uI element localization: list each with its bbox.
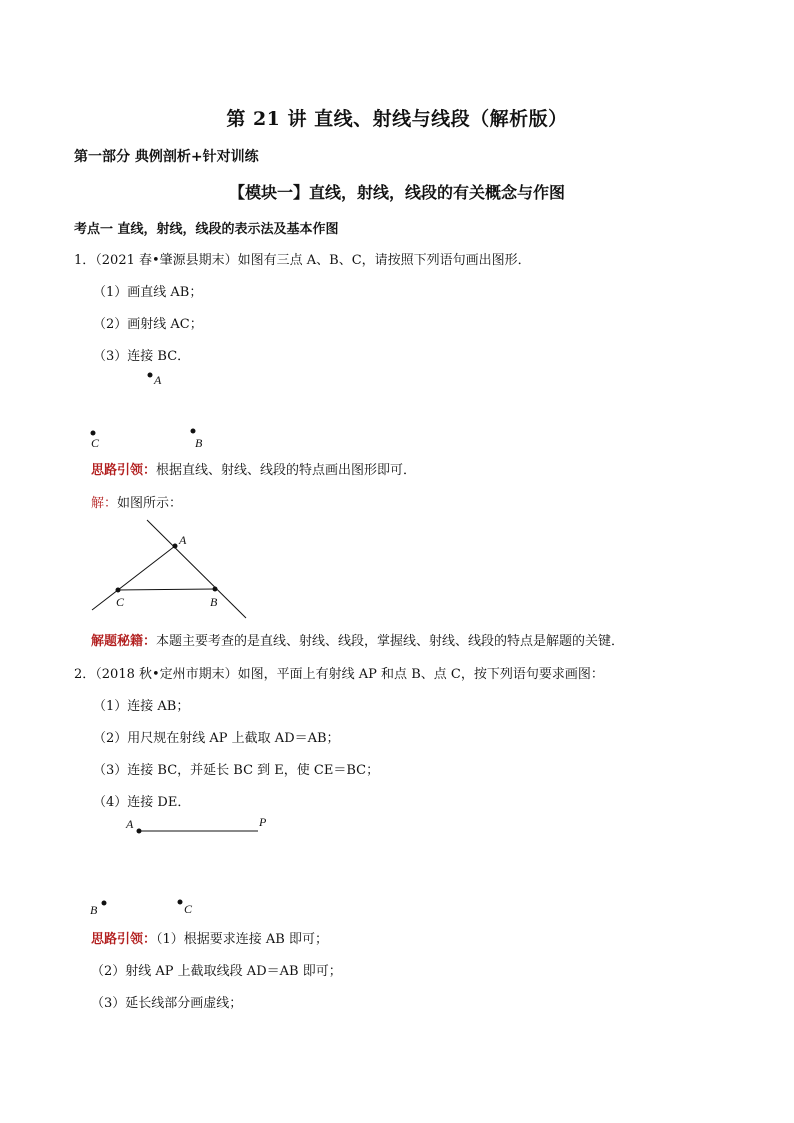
- q2-point-a: [137, 829, 142, 834]
- q1-point-a: [148, 373, 153, 378]
- q2-point-c: [178, 900, 183, 905]
- q1-secret-label: 解题秘籍：: [91, 634, 157, 649]
- q1-sol-point-a: [173, 544, 178, 549]
- q1-sol-label-a: A: [179, 533, 187, 547]
- q1-solution-figure: [92, 520, 246, 618]
- q2-item-1: （1）连接 AB；: [93, 699, 190, 714]
- q1-ray-ac: [92, 546, 175, 610]
- q2-item-4: （4）连接 DE．: [93, 795, 191, 810]
- q1-point-b: [191, 429, 196, 434]
- q2-label-a: A: [126, 817, 134, 831]
- q1-solution: [91, 492, 182, 511]
- q1-hint-label: 思路引领：: [91, 463, 157, 478]
- q1-label-b: B: [195, 436, 203, 450]
- q1-sol-label-b: B: [210, 595, 218, 609]
- q2-item-2: （2）用尺规在射线 AP 上截取 AD＝AB；: [93, 731, 340, 746]
- q1-secret: [91, 630, 624, 649]
- q1-label-c: C: [91, 436, 100, 450]
- q1-label-a: A: [154, 373, 162, 387]
- q1-stem: 1．（2021 春•肇源县期末）如图有三点 A、B、C，请按照下列语句画出图形．: [74, 253, 531, 268]
- q1-sol-point-b: [213, 587, 218, 592]
- q1-solution-label: 解：: [91, 496, 118, 511]
- q1-hint: [91, 459, 416, 478]
- q2-stem: 2．（2018 秋•定州市期末）如图，平面上有射线 AP 和点 B、点 C，按下列语句要求画图：: [74, 667, 604, 682]
- q2-hint-step-3: （3）延长线部分画虚线；: [91, 996, 243, 1011]
- q2-point-b: [102, 901, 107, 906]
- q1-segment-bc: [118, 589, 215, 590]
- q2-hint: [91, 928, 328, 947]
- q1-item-1: （1）画直线 AB；: [93, 285, 203, 300]
- q1-hint-text: 根据直线、射线、线段的特点画出图形即可．: [156, 463, 417, 478]
- q1-item-2: （2）画射线 AC；: [93, 317, 203, 332]
- q2-label-p: P: [259, 815, 267, 829]
- q2-item-3: （3）连接 BC，并延长 BC 到 E，使 CE＝BC；: [93, 763, 380, 778]
- q2-given-figure: [90, 815, 267, 917]
- q1-sol-point-c: [116, 588, 121, 593]
- q1-line-ab: [147, 520, 246, 618]
- page-title: 第 21 讲 直线、射线与线段（解析版）: [226, 108, 568, 130]
- q2-label-b: B: [90, 903, 98, 917]
- q1-item-3: （3）连接 BC．: [93, 349, 191, 364]
- q1-sol-label-c: C: [116, 595, 125, 609]
- keypoint-heading: 考点一 直线，射线，线段的表示法及基本作图: [74, 222, 339, 237]
- module-heading: 【模块一】直线，射线，线段的有关概念与作图: [228, 183, 565, 202]
- q2-label-c: C: [184, 902, 193, 916]
- q2-hint-text: （1）根据要求连接 AB 即可；: [156, 932, 328, 947]
- q1-given-figure: [91, 373, 204, 451]
- q2-hint-label: 思路引领：: [91, 932, 157, 947]
- q1-point-c: [91, 431, 96, 436]
- q1-secret-text: 本题主要考查的是直线、射线、线段，掌握线、射线、线段的特点是解题的关键．: [156, 634, 625, 649]
- q2-hint-step-2: （2）射线 AP 上截取线段 AD＝AB 即可；: [91, 964, 342, 979]
- q1-solution-text: 如图所示：: [117, 496, 183, 511]
- part-heading: 第一部分 典例剖析+针对训练: [74, 149, 259, 165]
